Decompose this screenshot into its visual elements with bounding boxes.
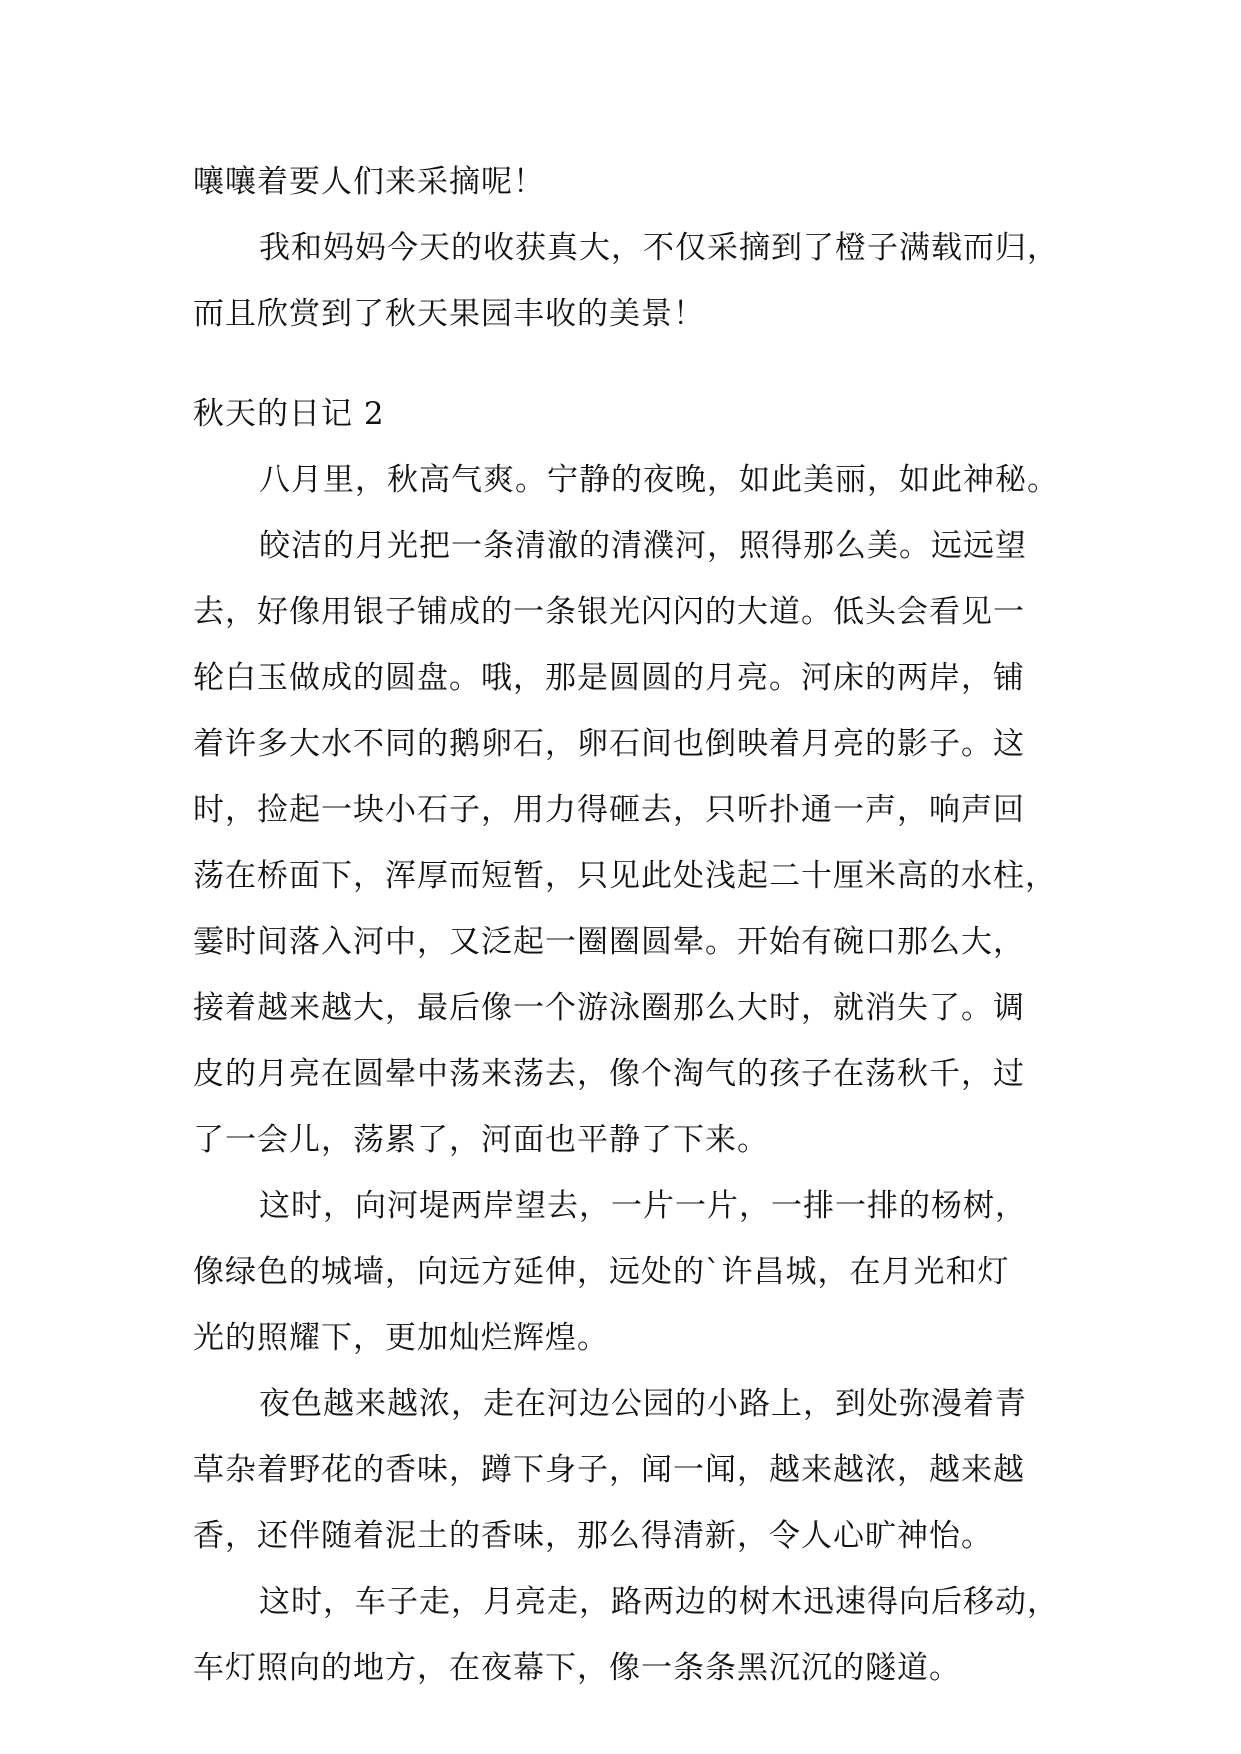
paragraph-line: 我和妈妈今天的收获真大，不仅采摘到了橙子满载而归， [259,230,1059,266]
paragraph-line: 皎洁的月光把一条清澈的清濮河，照得那么美。远远望 [259,528,1027,564]
paragraph-line: 夜色越来越浓，走在河边公园的小路上，到处弥漫着青 [259,1386,1027,1422]
paragraph-line: 了一会儿，荡累了，河面也平静了下来。 [193,1122,769,1158]
paragraph-line: 香，还伴随着泥土的香味，那么得清新，令人心旷神怡。 [193,1518,993,1554]
paragraph-line: 嚷嚷着要人们来采摘呢！ [193,164,545,200]
paragraph-line: 车灯照向的地方，在夜幕下，像一条条黑沉沉的隧道。 [193,1650,961,1686]
paragraph-line: 八月里，秋高气爽。宁静的夜晚，如此美丽，如此神秘。 [259,462,1059,498]
paragraph-line: 像绿色的城墙，向远方延伸，远处的`许昌城，在月光和灯 [193,1254,1010,1290]
paragraph-line: 而且欣赏到了秋天果园丰收的美景！ [193,296,705,332]
paragraph-line: 光的照耀下，更加灿烂辉煌。 [193,1320,609,1356]
paragraph-line: 接着越来越大，最后像一个游泳圈那么大时，就消失了。调 [193,990,1025,1026]
paragraph-line: 这时，车子走，月亮走，路两边的树木迅速得向后移动， [259,1584,1059,1620]
paragraph-line: 时，捡起一块小石子，用力得砸去，只听扑通一声，响声回 [193,792,1025,828]
paragraph-line: 霎时间落入河中，又泛起一圈圈圆晕。开始有碗口那么大， [193,924,1025,960]
paragraph-line: 皮的月亮在圆晕中荡来荡去，像个淘气的孩子在荡秋千，过 [193,1056,1025,1092]
document-body [193,158,1063,1710]
paragraph-line: 去，好像用银子铺成的一条银光闪闪的大道。低头会看见一 [193,594,1025,630]
paragraph-line: 荡在桥面下，浑厚而短暂，只见此处浅起二十厘米高的水柱， [193,858,1057,894]
paragraph-line: 轮白玉做成的圆盘。哦，那是圆圆的月亮。河床的两岸，铺 [193,660,1025,696]
section-title: 秋天的日记 2 [193,396,385,432]
paragraph-line: 这时，向河堤两岸望去，一片一片，一排一排的杨树， [259,1188,1027,1224]
paragraph-line: 草杂着野花的香味，蹲下身子，闻一闻，越来越浓，越来越 [193,1452,1025,1488]
paragraph-line: 着许多大水不同的鹅卵石，卵石间也倒映着月亮的影子。这 [193,726,1025,762]
